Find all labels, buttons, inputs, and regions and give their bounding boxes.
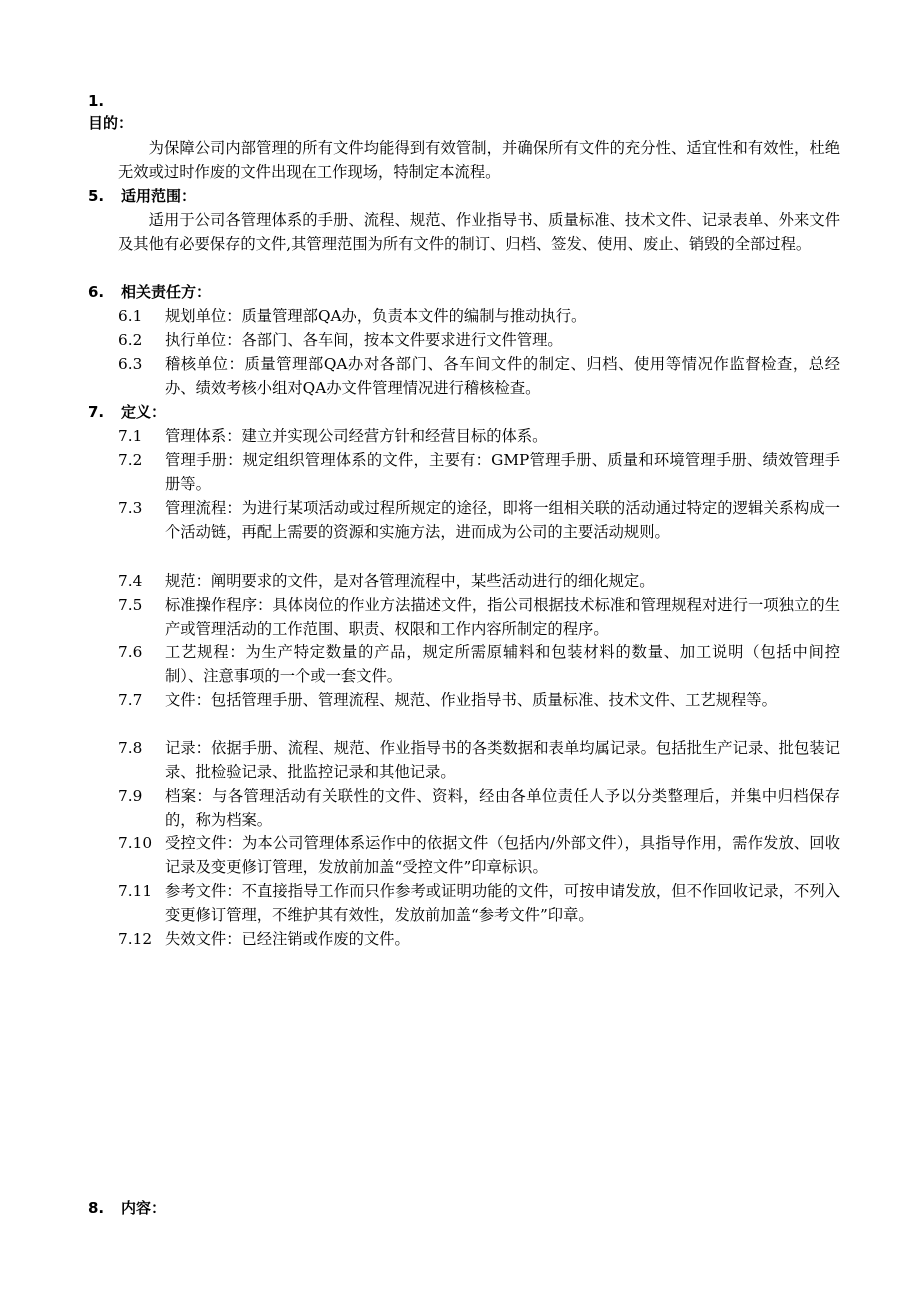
list-item: 7.3 管理流程：为进行某项活动或过程所规定的途径，即将一组相关联的活动通过特定的逻辑关系构成一个活动链，再配上需要的资源和实施方法，进而成为公司的主要活动规则。: [118, 499, 840, 541]
section-7-heading: [88, 402, 166, 422]
section-8-number: 8.: [88, 1199, 105, 1217]
section-5-heading: [88, 186, 196, 206]
section-7-number: 7.: [88, 403, 105, 421]
list-item: 7.2 管理手册：规定组织管理体系的文件，主要有：GMP管理手册、质量和环境管理手册、绩效管理手册等。: [118, 451, 840, 493]
list-item: 7.4 规范：阐明要求的文件，是对各管理流程中，某些活动进行的细化规定。: [118, 572, 655, 590]
section-5-title: 适用范围：: [121, 187, 197, 205]
list-item: 6.3 稽核单位：质量管理部QA办对各部门、各车间文件的制定、归档、使用等情况作监督检查，总经办、绩效考核小组对QA办文件管理情况进行稽核检查。: [118, 355, 840, 397]
list-item: 6.1 规划单位：质量管理部QA办，负责本文件的编制与推动执行。: [118, 307, 587, 325]
section-1-title: 目的：: [88, 114, 134, 132]
section-7-title: 定义：: [121, 403, 167, 421]
section-1-body: 为保障公司内部管理的所有文件均能得到有效管制，并确保所有文件的充分性、适宜性和有效性，杜绝无效或过时作废的文件出现在工作现场，特制定本流程。: [118, 139, 840, 181]
section-6-heading: [88, 282, 211, 302]
section-5-body: 适用于公司各管理体系的手册、流程、规范、作业指导书、质量标准、技术文件、记录表单、外来文件及其他有必要保存的文件,其管理范围为所有文件的制订、归档、签发、使用、废止、销毁的全部过程。: [118, 211, 840, 253]
section-8-title: 内容：: [121, 1199, 167, 1217]
section-1-number: 1.: [88, 92, 105, 110]
section-8-heading: [88, 1198, 166, 1218]
section-5-number: 5.: [88, 187, 105, 205]
list-item: 7.9 档案：与各管理活动有关联性的文件、资料，经由各单位责任人予以分类整理后，并集中归档保存的，称为档案。: [118, 787, 840, 829]
list-item: 7.12 失效文件：已经注销或作废的文件。: [118, 930, 410, 948]
list-item: 7.6 工艺规程：为生产特定数量的产品，规定所需原辅料和包装材料的数量、加工说明（包括中间控制）、注意事项的一个或一套文件。: [118, 643, 840, 685]
list-item: 7.10 受控文件：为本公司管理体系运作中的依据文件（包括内/外部文件），具指导作用，需作发放、回收记录及变更修订管理，发放前加盖“受控文件”印章标识。: [118, 834, 840, 876]
list-item: 7.8 记录：依据手册、流程、规范、作业指导书的各类数据和表单均属记录。包括批生产记录、批包装记录、批检验记录、批监控记录和其他记录。: [118, 739, 840, 781]
section-6-number: 6.: [88, 283, 105, 301]
list-item: 7.5 标准操作程序：具体岗位的作业方法描述文件，指公司根据技术标准和管理规程对进行一项独立的生产或管理活动的工作范围、职责、权限和工作内容所制定的程序。: [118, 596, 840, 638]
list-item: 7.7 文件：包括管理手册、管理流程、规范、作业指导书、质量标准、技术文件、工艺规程等。: [118, 691, 777, 709]
list-item: 7.1 管理体系：建立并实现公司经营方针和经营目标的体系。: [118, 427, 548, 445]
section-6-title: 相关责任方：: [121, 283, 212, 301]
list-item: 6.2 执行单位：各部门、各车间，按本文件要求进行文件管理。: [118, 331, 563, 349]
list-item: 7.11 参考文件：不直接指导工作而只作参考或证明功能的文件，可按申请发放，但不作回收记录，不列入变更修订管理，不维护其有效性，发放前加盖“参考文件”印章。: [118, 882, 840, 924]
